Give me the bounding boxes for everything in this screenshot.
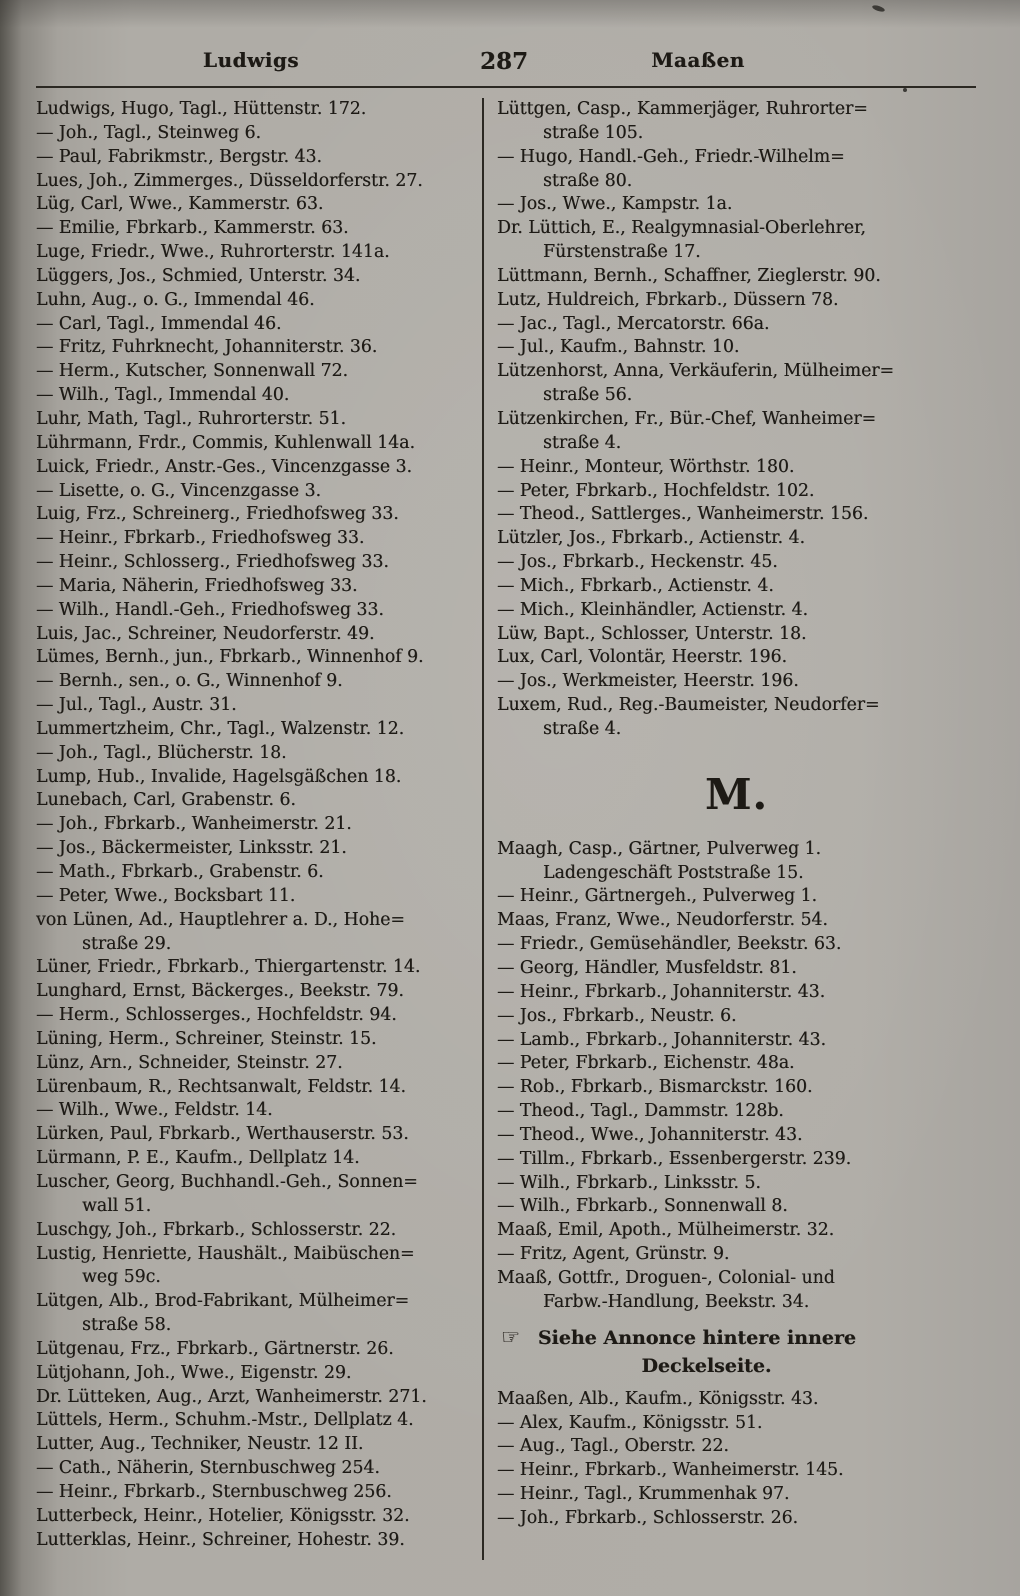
directory-line: Lüttmann, Bernh., Schaffner, Zieglerstr. 90. — [497, 265, 881, 286]
directory-line: Luscher, Georg, Buchhandl.-Geh., Sonnen= — [36, 1171, 418, 1192]
directory-line: — Rob., Fbrkarb., Bismarckstr. 160. — [497, 1077, 813, 1098]
directory-line: Lux, Carl, Volontär, Heerstr. 196. — [497, 647, 788, 668]
directory-line: — Paul, Fabrikmstr., Bergstr. 43. — [36, 146, 322, 167]
directory-line: Lüggers, Jos., Schmied, Unterstr. 34. — [36, 265, 361, 286]
directory-line: Lump, Hub., Invalide, Hagelsgäßchen 18. — [36, 766, 402, 787]
directory-line: von Lünen, Ad., Hauptlehrer a. D., Hohe= — [36, 909, 405, 930]
directory-line: Lues, Joh., Zimmerges., Düsseldorferstr. 27. — [36, 170, 423, 191]
directory-line: — Wilh., Wwe., Feldstr. 14. — [36, 1100, 273, 1121]
directory-line: — Bernh., sen., o. G., Winnenhof 9. — [36, 671, 343, 692]
directory-line: — Cath., Näherin, Sternbuschweg 254. — [36, 1458, 380, 1479]
directory-line: — Peter, Fbrkarb., Eichenstr. 48a. — [497, 1053, 795, 1074]
directory-line: — Friedr., Gemüsehändler, Beekstr. 63. — [497, 934, 842, 955]
directory-line: — Joh., Fbrkarb., Wanheimerstr. 21. — [36, 814, 352, 835]
annonce-note — [497, 1323, 976, 1352]
directory-line: Lütgen, Alb., Brod-Fabrikant, Mülheimer= — [36, 1291, 410, 1312]
directory-line: Lürenbaum, R., Rechtsanwalt, Feldstr. 14. — [36, 1076, 406, 1097]
directory-line: — Jul., Kaufm., Bahnstr. 10. — [497, 337, 740, 358]
directory-line: — Heinr., Tagl., Krummenhak 97. — [497, 1484, 790, 1505]
directory-line-continuation: straße 56. — [543, 385, 633, 406]
directory-line: Lutter, Aug., Techniker, Neustr. 12 II. — [36, 1434, 364, 1455]
directory-line: Lührmann, Frdr., Commis, Kuhlenwall 14a. — [36, 432, 415, 453]
directory-line: Maaßen, Alb., Kaufm., Königsstr. 43. — [497, 1388, 819, 1409]
header-rule — [36, 86, 976, 88]
directory-line: — Theod., Sattlerges., Wanheimerstr. 156. — [497, 504, 869, 525]
directory-line: — Lamb., Fbrkarb., Johanniterstr. 43. — [497, 1029, 827, 1050]
directory-line: Luschgy, Joh., Fbrkarb., Schlosserstr. 22. — [36, 1219, 397, 1240]
directory-line: — Jos., Fbrkarb., Neustr. 6. — [497, 1005, 737, 1026]
directory-line: Lütgenau, Frz., Fbrkarb., Gärtnerstr. 26. — [36, 1338, 394, 1359]
directory-line: Maagh, Casp., Gärtner, Pulverweg 1. — [497, 838, 822, 859]
directory-line: Lutz, Huldreich, Fbrkarb., Düssern 78. — [497, 289, 839, 310]
directory-line-continuation: straße 105. — [543, 122, 644, 143]
directory-line: — Fritz, Fuhrknecht, Johanniterstr. 36. — [36, 337, 378, 358]
directory-line: — Heinr., Fbrkarb., Johanniterstr. 43. — [497, 981, 826, 1002]
directory-line: Luhr, Math, Tagl., Ruhrorterstr. 51. — [36, 408, 346, 429]
header-keyword-left: Ludwigs — [202, 48, 300, 72]
directory-line: — Fritz, Agent, Grünstr. 9. — [497, 1244, 730, 1265]
directory-line: — Heinr., Monteur, Wörthstr. 180. — [497, 456, 795, 477]
directory-line: Lümes, Bernh., jun., Fbrkarb., Winnenhof 9. — [36, 647, 424, 668]
directory-line-continuation: straße 4. — [543, 432, 622, 453]
manicule-icon: ☞ — [501, 1324, 520, 1349]
directory-line: Lüttgen, Casp., Kammerjäger, Ruhrorter= — [497, 99, 868, 119]
directory-line: — Jos., Wwe., Kampstr. 1a. — [497, 194, 733, 215]
directory-line: Lünz, Arn., Schneider, Steinstr. 27. — [36, 1052, 343, 1073]
directory-line: — Jac., Tagl., Mercatorstr. 66a. — [497, 313, 770, 334]
directory-line: Maas, Franz, Wwe., Neudorferstr. 54. — [497, 910, 828, 931]
column-right — [484, 98, 976, 1560]
directory-line: — Hugo, Handl.-Geh., Friedr.-Wilhelm= — [497, 146, 845, 167]
column-gap — [497, 1380, 976, 1388]
directory-line: — Herm., Kutscher, Sonnenwall 72. — [36, 361, 349, 382]
directory-line: — Heinr., Fbrkarb., Friedhofsweg 33. — [36, 528, 365, 549]
section-heading: M. — [704, 769, 769, 819]
directory-line: Luxem, Rud., Reg.-Baumeister, Neudorfer= — [497, 695, 880, 716]
directory-line-continuation: straße 80. — [543, 170, 633, 191]
directory-line: — Heinr., Gärtnergeh., Pulverweg 1. — [497, 886, 817, 907]
directory-line: Dr. Lüttich, E., Realgymnasial-Oberlehrer, — [497, 218, 866, 239]
directory-line: — Herm., Schlosserges., Hochfeldstr. 94. — [36, 1005, 397, 1026]
directory-line: — Aug., Tagl., Oberstr. 22. — [497, 1436, 729, 1457]
directory-line: — Mich., Fbrkarb., Actienstr. 4. — [497, 575, 774, 596]
directory-line-continuation: straße 4. — [543, 718, 622, 739]
directory-line: Lüttels, Herm., Schuhm.-Mstr., Dellplatz 4. — [36, 1410, 414, 1431]
directory-line: — Joh., Tagl., Steinweg 6. — [36, 122, 262, 143]
column-gap — [497, 1315, 976, 1323]
ink-speck — [903, 88, 907, 92]
directory-line-continuation: straße 29. — [82, 933, 172, 954]
directory-line: — Lisette, o. G., Vincenzgasse 3. — [36, 480, 322, 501]
directory-line: Luge, Friedr., Wwe., Ruhrorterstr. 141a. — [36, 242, 390, 263]
directory-line: — Heinr., Fbrkarb., Sternbuschweg 256. — [36, 1481, 392, 1502]
header-keyword-right: Maaßen — [651, 48, 745, 72]
directory-line: Luig, Frz., Schreinerg., Friedhofsweg 33. — [36, 504, 399, 525]
directory-line: Lunghard, Ernst, Bäckerges., Beekstr. 79. — [36, 981, 404, 1002]
directory-line: — Georg, Händler, Musfeldstr. 81. — [497, 958, 797, 978]
directory-line: — Heinr., Schlosserg., Friedhofsweg 33. — [36, 552, 389, 573]
directory-line: — Peter, Wwe., Bocksbart 11. — [36, 885, 296, 906]
directory-line: Lutterklas, Heinr., Schreiner, Hohestr. 39. — [36, 1529, 405, 1550]
directory-line: — Joh., Tagl., Blücherstr. 18. — [36, 742, 287, 763]
directory-line: Luick, Friedr., Anstr.-Ges., Vincenzgasse 3. — [36, 456, 412, 477]
annonce-text: Siehe Annonce hintere innere — [537, 1326, 856, 1349]
directory-line: — Joh., Fbrkarb., Schlosserstr. 26. — [497, 1507, 799, 1528]
page-header — [36, 48, 976, 78]
directory-line: Lutterbeck, Heinr., Hotelier, Königsstr. 32. — [36, 1505, 410, 1526]
directory-line-continuation: weg 59c. — [82, 1267, 161, 1288]
directory-line: — Jos., Fbrkarb., Heckenstr. 45. — [497, 552, 778, 573]
directory-line: Luis, Jac., Schreiner, Neudorferstr. 49. — [36, 623, 375, 644]
directory-line: — Emilie, Fbrkarb., Kammerstr. 63. — [36, 218, 349, 239]
directory-line: — Theod., Wwe., Johanniterstr. 43. — [497, 1124, 803, 1145]
directory-line: — Jul., Tagl., Austr. 31. — [36, 695, 237, 716]
directory-line: — Math., Fbrkarb., Grabenstr. 6. — [36, 862, 324, 882]
directory-line: Lützenkirchen, Fr., Bür.-Chef, Wanheimer= — [497, 408, 877, 429]
directory-line: — Wilh., Tagl., Immendal 40. — [36, 385, 290, 406]
directory-columns — [36, 98, 976, 1560]
directory-line: Lütjohann, Joh., Wwe., Eigenstr. 29. — [36, 1362, 352, 1383]
directory-line: — Heinr., Fbrkarb., Wanheimerstr. 145. — [497, 1460, 844, 1481]
column-gap — [497, 822, 976, 838]
directory-line: — Carl, Tagl., Immendal 46. — [36, 313, 282, 334]
directory-line: Lürken, Paul, Fbrkarb., Werthauserstr. 53. — [36, 1124, 409, 1145]
directory-line: Lunebach, Carl, Grabenstr. 6. — [36, 790, 296, 811]
directory-line: Maaß, Gottfr., Droguen-, Colonial- und — [497, 1267, 835, 1288]
directory-line: Lustig, Henriette, Haushält., Maibüschen= — [36, 1243, 415, 1264]
directory-line: Lüg, Carl, Wwe., Kammerstr. 63. — [36, 194, 324, 215]
directory-line-continuation: Fürstenstraße 17. — [543, 242, 701, 263]
ink-speck — [872, 4, 886, 13]
directory-line: Lummertzheim, Chr., Tagl., Walzenstr. 12. — [36, 718, 405, 739]
directory-line: Lüner, Friedr., Fbrkarb., Thiergartenstr. 14. — [36, 957, 421, 978]
directory-line: — Tillm., Fbrkarb., Essenbergerstr. 239. — [497, 1148, 852, 1169]
directory-line: — Maria, Näherin, Friedhofsweg 33. — [36, 575, 358, 596]
directory-line-continuation: Farbw.-Handlung, Beekstr. 34. — [543, 1291, 810, 1312]
directory-line-continuation: Ladengeschäft Poststraße 15. — [543, 862, 804, 883]
column-gap — [497, 742, 976, 772]
directory-line: Lüw, Bapt., Schlosser, Unterstr. 18. — [497, 623, 807, 644]
annonce-note-continuation: Deckelseite. — [641, 1354, 772, 1377]
directory-line: — Mich., Kleinhändler, Actienstr. 4. — [497, 599, 808, 620]
directory-line: Lürmann, P. E., Kaufm., Dellplatz 14. — [36, 1148, 360, 1169]
directory-line-continuation: wall 51. — [82, 1195, 152, 1216]
directory-line: Luhn, Aug., o. G., Immendal 46. — [36, 289, 315, 310]
directory-line: — Jos., Werkmeister, Heerstr. 196. — [497, 671, 799, 692]
directory-line: — Peter, Fbrkarb., Hochfeldstr. 102. — [497, 480, 815, 501]
directory-line-continuation: straße 58. — [82, 1315, 172, 1336]
directory-line: — Jos., Bäckermeister, Linksstr. 21. — [36, 838, 347, 859]
directory-line: Maaß, Emil, Apoth., Mülheimerstr. 32. — [497, 1220, 835, 1241]
directory-line: Lützenhorst, Anna, Verkäuferin, Mülheimer= — [497, 361, 895, 382]
directory-line: — Wilh., Fbrkarb., Linksstr. 5. — [497, 1172, 761, 1193]
directory-line: Lützler, Jos., Fbrkarb., Actienstr. 4. — [497, 528, 805, 549]
directory-line: — Theod., Tagl., Dammstr. 128b. — [497, 1101, 784, 1122]
directory-line: — Alex, Kaufm., Königsstr. 51. — [497, 1412, 763, 1433]
directory-line: — Wilh., Fbrkarb., Sonnenwall 8. — [497, 1196, 788, 1217]
directory-line: Dr. Lütteken, Aug., Arzt, Wanheimerstr. 271. — [36, 1386, 427, 1407]
column-left — [36, 98, 482, 1560]
directory-line: Lüning, Herm., Schreiner, Steinstr. 15. — [36, 1028, 377, 1049]
directory-line: Ludwigs, Hugo, Tagl., Hüttenstr. 172. — [36, 99, 367, 119]
directory-line: — Wilh., Handl.-Geh., Friedhofsweg 33. — [36, 599, 384, 620]
page-number: 287 — [479, 48, 528, 75]
